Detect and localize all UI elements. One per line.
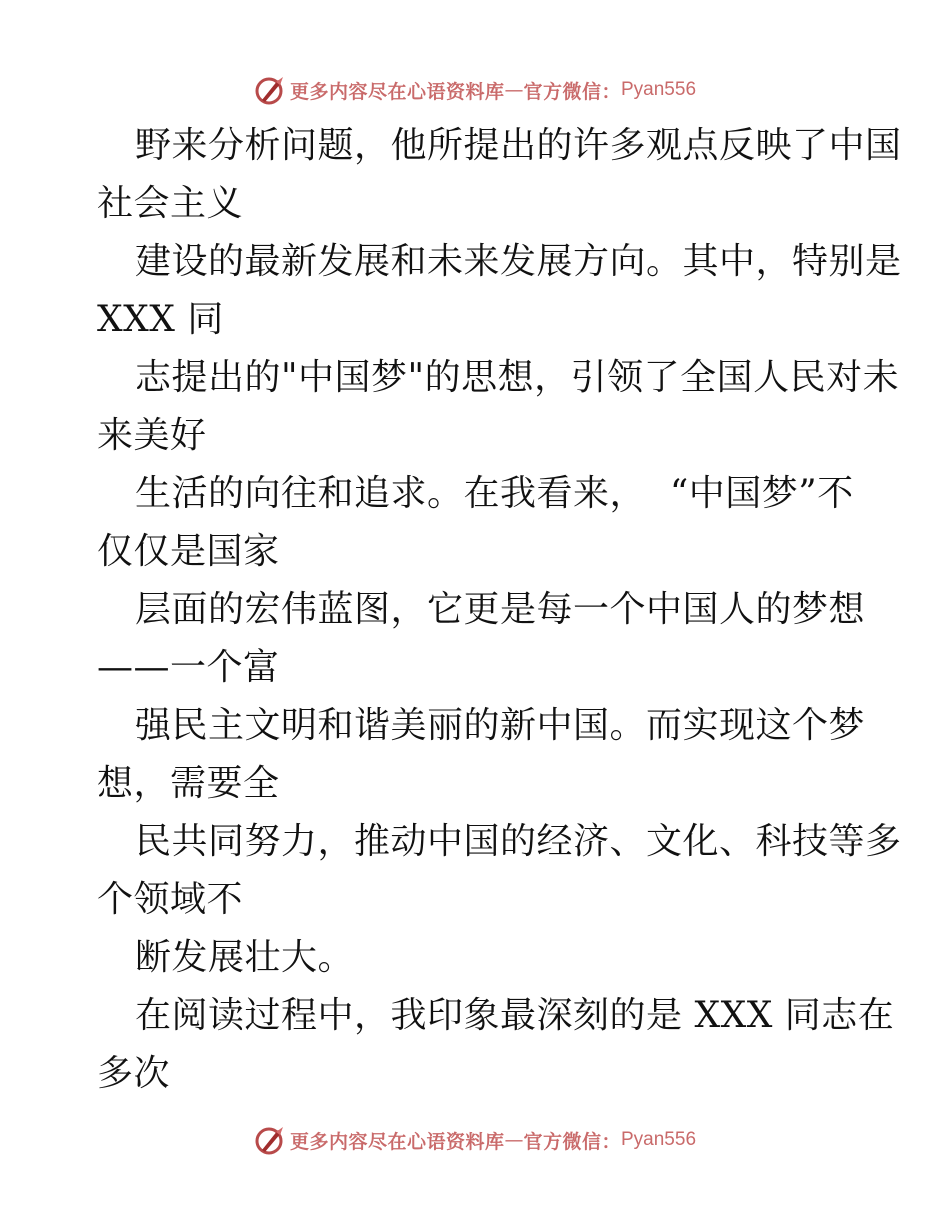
footer-banner [0, 1120, 950, 1160]
paragraph-line: 社会主义 [97, 183, 244, 224]
quill-pen-logo-icon [254, 1124, 286, 1156]
paragraph-line: 个领域不 [97, 879, 244, 920]
paragraph-line: 断发展壮大。 [135, 937, 355, 978]
paragraph-line: 强民主文明和谐美丽的新中国。而实现这个梦 [135, 705, 866, 746]
paragraph-line: ——一个富 [97, 647, 280, 688]
paragraph-line: 多次 [97, 1053, 171, 1094]
header-banner [0, 70, 950, 110]
paragraph-line: 志提出的"中国梦"的思想，引领了全国人民对未 [135, 357, 900, 398]
quill-pen-logo-icon [254, 74, 286, 106]
footer-banner-wechat-id: Pyan556 [621, 1129, 697, 1150]
paragraph-line: 层面的宏伟蓝图，它更是每一个中国人的梦想 [135, 589, 866, 630]
paragraph-line: 野来分析问题，他所提出的许多观点反映了中国 [135, 125, 902, 166]
footer-banner-label: 官方微信： [523, 1130, 621, 1153]
header-banner-main-text: 更多内容尽在心语资料库 [289, 80, 505, 103]
paragraph-line: 仅仅是国家 [97, 531, 280, 572]
document-body [97, 117, 902, 1103]
paragraph-line: 在阅读过程中，我印象最深刻的是 XXX 同志在 [135, 995, 895, 1036]
paragraph-line: 来美好 [97, 415, 207, 456]
footer-banner-dash: — [504, 1129, 524, 1151]
paragraph-line: XXX 同 [97, 299, 224, 340]
header-banner-wechat-id: Pyan556 [621, 79, 697, 100]
paragraph-line: 民共同努力，推动中国的经济、文化、科技等多 [135, 821, 902, 862]
paragraph-line: 想，需要全 [97, 763, 280, 804]
footer-banner-main-text: 更多内容尽在心语资料库 [289, 1130, 505, 1153]
paragraph-line: 生活的向往和追求。在我看来， “中国梦”不 [135, 473, 854, 514]
paragraph-line: 建设的最新发展和未来发展方向。其中，特别是 [135, 241, 902, 282]
header-banner-label: 官方微信： [523, 80, 621, 103]
header-banner-dash: — [504, 79, 524, 101]
